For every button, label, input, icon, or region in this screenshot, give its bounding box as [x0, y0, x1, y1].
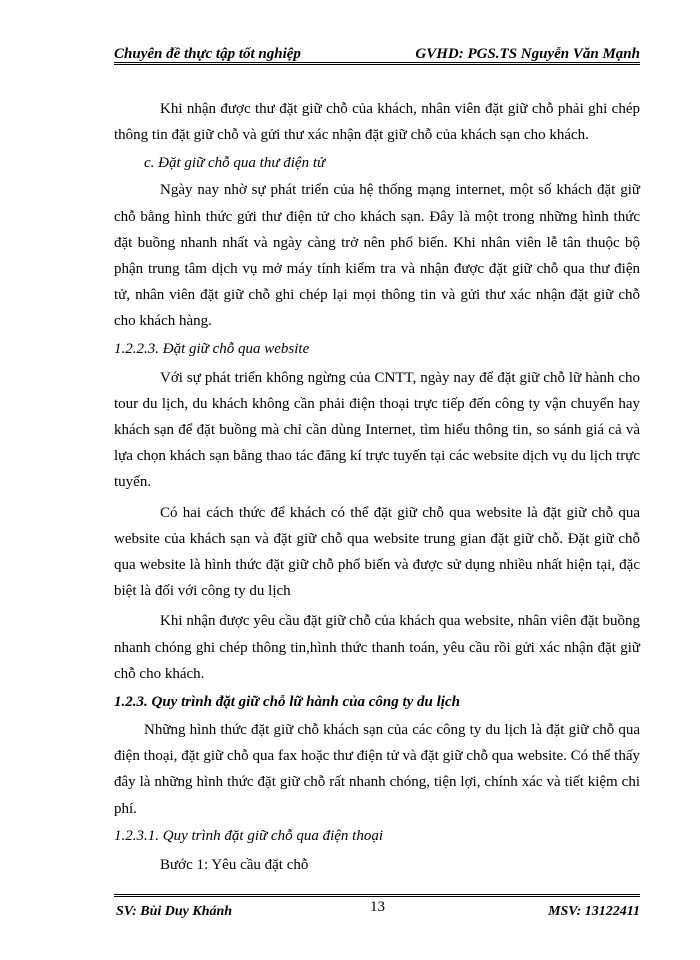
document-body [114, 96, 640, 878]
paragraph: Có hai cách thức để khách có thể đặt giữ chỗ qua website là đặt giữ chỗ qua website của khách sạn và đặt giữ chỗ qua website trung gian đặt giữ chỗ. Đặt giữ chỗ qua website là hình thức đặt giữ chỗ phổ biến và được sử dụng nhiều nhất hiện tại, đặc biệt là đối với công ty du lịch [114, 504, 640, 600]
section-heading-123: 1.2.3. Quy trình đặt giữ chỗ lữ hành của công ty du lịch [114, 694, 460, 711]
footer-student: SV: Bùi Duy Khánh [116, 904, 233, 919]
paragraph: Khi nhận được yêu cầu đặt giữ chỗ của khách qua website, nhân viên đặt buồng nhanh chóng ghi chép thông tin,hình thức thanh toán, yêu cầu rồi gửi xác nhận đặt giữ chỗ cho khách. [114, 613, 640, 682]
section-heading-1223: 1.2.2.3. Đặt giữ chỗ qua website [114, 340, 310, 357]
paragraph: Với sự phát triển không ngừng của CNTT, ngày nay để đặt giữ chỗ lữ hành cho tour du lịch, du khách không cần phải điện thoại trực tiếp đến công ty vận chuyển hay khách sạn để đặt buồng mà chỉ cần dùng Internet, tìm hiểu thông tin, so sánh giá cả và lựa chọn khách sạn bằng thao tác đăng kí trực tuyến tại các website dịch vụ du lịch trực tuyến. [114, 369, 640, 491]
section-heading-c: c. Đặt giữ chỗ qua thư điện tử [144, 155, 326, 172]
header-supervisor: GVHD: PGS.TS Nguyễn Văn Mạnh [415, 46, 640, 62]
section-heading-1231: 1.2.3.1. Quy trình đặt giữ chỗ qua điện thoại [114, 827, 383, 844]
footer-student-id: MSV: 13122411 [548, 904, 640, 919]
page-header [114, 40, 640, 65]
paragraph: Khi nhận được thư đặt giữ chỗ của khách, nhân viên đặt giữ chỗ phải ghi chép thông tin đặt giữ chỗ và gửi thư xác nhận đặt giữ chỗ của khách sạn cho khách. [114, 101, 640, 144]
header-title: Chuyên đề thực tập tốt nghiệp [114, 46, 301, 62]
paragraph: Những hình thức đặt giữ chỗ khách sạn của các công ty du lịch là đặt giữ chỗ qua điện thoại, đặt giữ chỗ qua fax hoặc thư điện tử và đặt giữ chỗ qua website. Có thể thấy đây là những hình thức đặt giữ chỗ rất nhanh chóng, tiện lợi, chính xác và tiết kiệm chi phí. [114, 722, 640, 817]
paragraph: Ngày nay nhờ sự phát triển của hệ thống mạng internet, một số khách đặt giữ chỗ bằng hình thức gửi thư điện tử cho khách sạn. Đây là một trong những hình thức đặt buồng nhanh nhất và ngày càng trở nên phổ biến. Khi nhân viên lễ tân thuộc bộ phận trung tâm dịch vụ mở máy tính kiểm tra và nhận được đặt giữ chỗ qua thư điện tử, nhân viên đặt giữ chỗ ghi chép lại mọi thông tin và gửi thư xác nhận đặt giữ chỗ cho khách hàng. [114, 182, 640, 330]
page-number: 13 [370, 899, 385, 915]
paragraph: Bước 1: Yêu cầu đặt chỗ [160, 856, 309, 873]
page-footer [114, 894, 640, 927]
